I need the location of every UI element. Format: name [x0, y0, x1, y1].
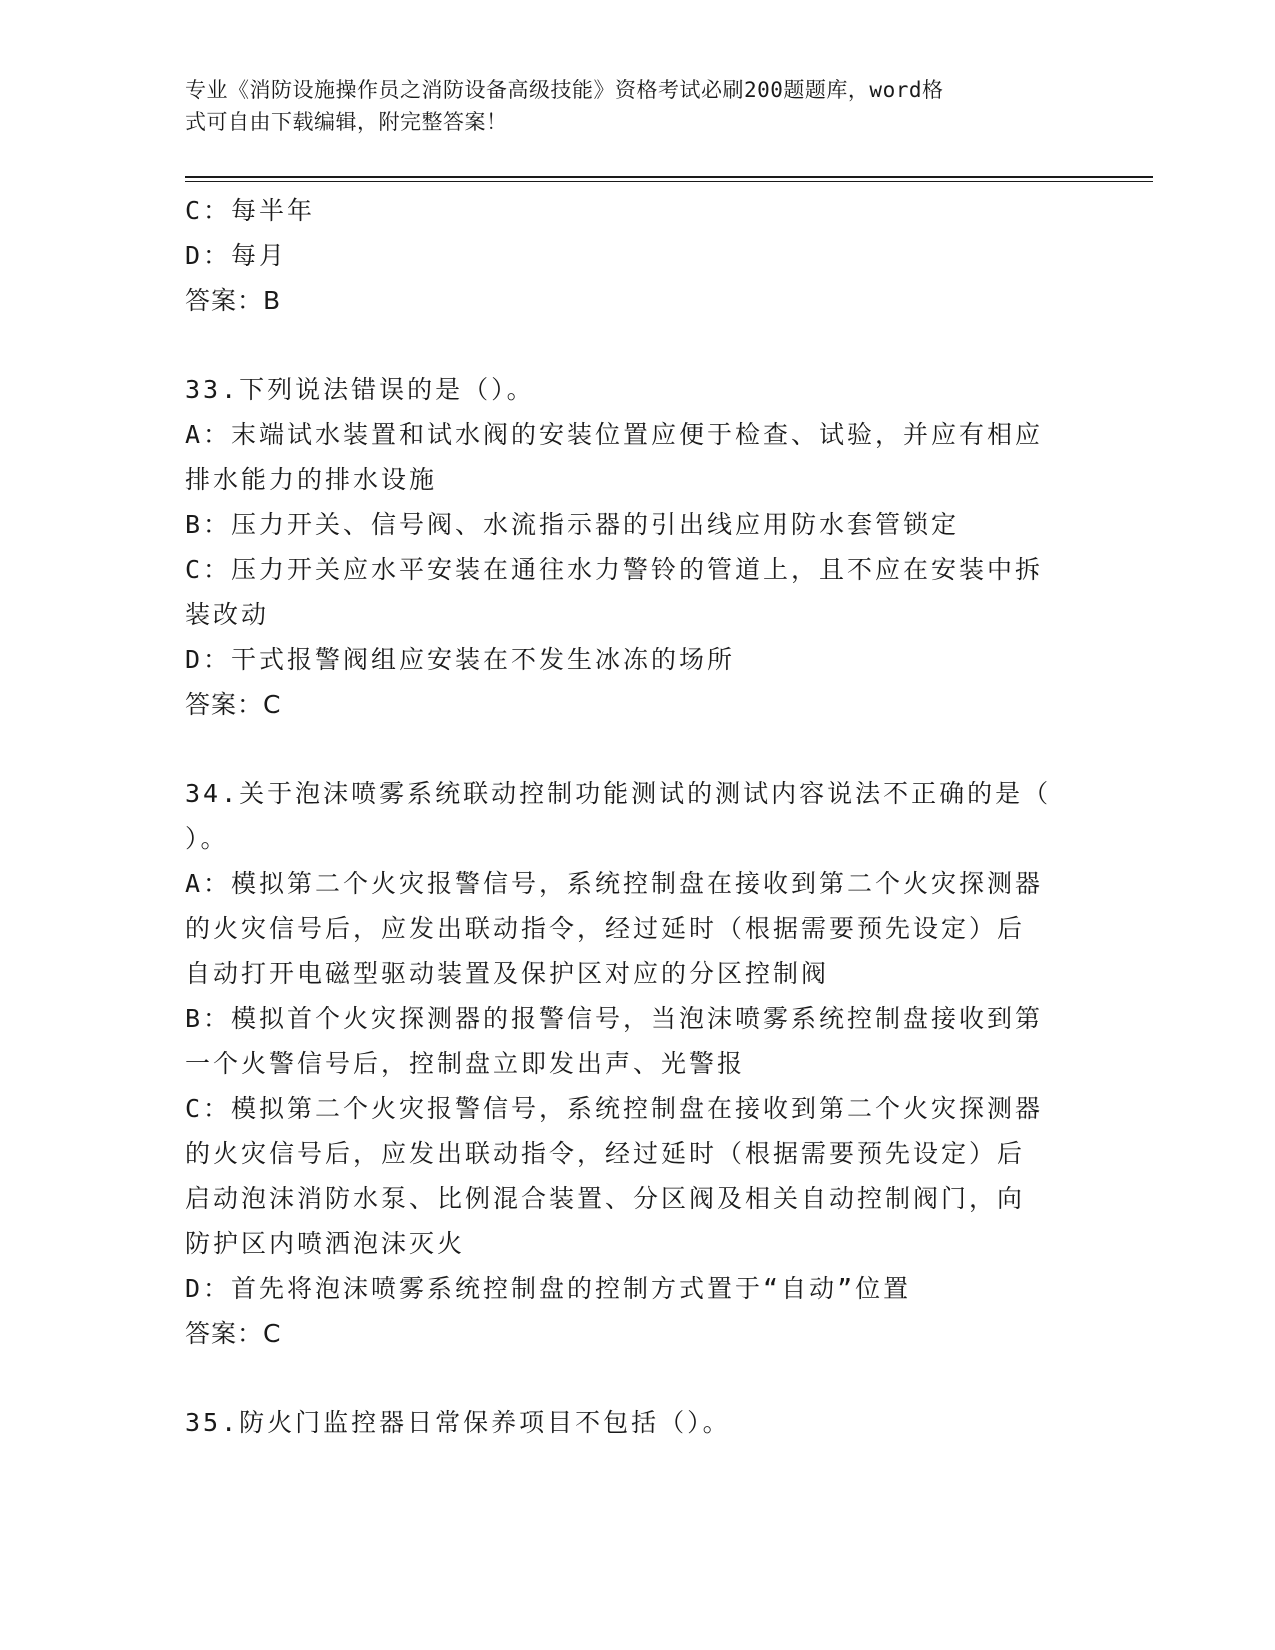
- option-d: D：首先将泡沫喷雾系统控制盘的控制方式置于“自动”位置: [185, 1274, 912, 1303]
- option-b: B：压力开关、信号阀、水流指示器的引出线应用防水套管锁定: [185, 510, 960, 539]
- option-c-line-1: C：模拟第二个火灾报警信号，系统控制盘在接收到第二个火灾探测器: [185, 1094, 1044, 1123]
- option-c-line-1: C：压力开关应水平安装在通往水力警铃的管道上，且不应在安装中拆: [185, 555, 1044, 584]
- option-a-line-2: 排水能力的排水设施: [185, 465, 438, 494]
- header-rule-thin: [185, 181, 1153, 182]
- question-text: 35.防火门监控器日常保养项目不包括（）。: [185, 1408, 731, 1437]
- option-c: C：每半年: [185, 196, 316, 225]
- option-a-line-2: 的火灾信号后，应发出联动指令，经过延时（根据需要预先设定）后: [185, 914, 1026, 943]
- question-33-block: [185, 367, 1065, 727]
- option-a-line-3: 自动打开电磁型驱动装置及保护区对应的分区控制阀: [185, 959, 830, 988]
- answer: 答案：C: [185, 1319, 282, 1348]
- spacer: [185, 323, 1065, 367]
- header-line-2: 式可自由下载编辑，附完整答案！: [185, 110, 508, 134]
- question-34-block: [185, 771, 1065, 1356]
- option-c-line-4: 防护区内喷洒泡沫灭火: [185, 1229, 466, 1258]
- spacer: [185, 1356, 1065, 1400]
- option-d: D：干式报警阀组应安装在不发生冰冻的场所: [185, 645, 736, 674]
- answer: 答案：C: [185, 690, 282, 719]
- answer: 答案：B: [185, 286, 282, 315]
- question-35-block: [185, 1400, 1065, 1445]
- document-header: [185, 74, 1065, 138]
- question-text-line-2: ）。: [185, 824, 229, 853]
- option-c-line-3: 启动泡沫消防水泵、比例混合装置、分区阀及相关自动控制阀门，向: [185, 1184, 1026, 1213]
- document-body: [185, 188, 1065, 1445]
- option-a-line-1: A：末端试水装置和试水阀的安装位置应便于检查、试验，并应有相应: [185, 420, 1044, 449]
- spacer: [185, 727, 1065, 771]
- question-text-line-1: 34.关于泡沫喷雾系统联动控制功能测试的测试内容说法不正确的是（: [185, 779, 1052, 808]
- header-line-1: 专业《消防设施操作员之消防设备高级技能》资格考试必刷200题题库，word格: [185, 78, 944, 102]
- header-rule-thick: [185, 176, 1153, 178]
- option-b-line-1: B：模拟首个火灾探测器的报警信号，当泡沫喷雾系统控制盘接收到第: [185, 1004, 1044, 1033]
- question-text: 33.下列说法错误的是（）。: [185, 375, 535, 404]
- option-a-line-1: A：模拟第二个火灾报警信号，系统控制盘在接收到第二个火灾探测器: [185, 869, 1044, 898]
- option-d: D：每月: [185, 241, 288, 270]
- option-c-line-2: 的火灾信号后，应发出联动指令，经过延时（根据需要预先设定）后: [185, 1139, 1026, 1168]
- option-b-line-2: 一个火警信号后，控制盘立即发出声、光警报: [185, 1049, 746, 1078]
- prev-question-block: [185, 188, 1065, 323]
- option-c-line-2: 装改动: [185, 600, 270, 629]
